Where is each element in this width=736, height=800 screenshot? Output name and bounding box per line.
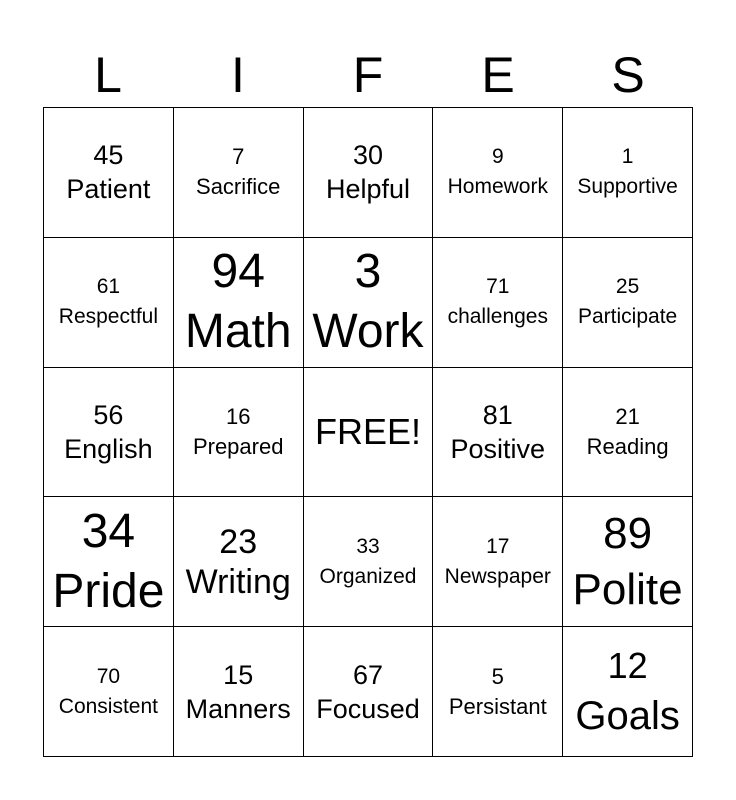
free-space-label: FREE! (314, 410, 421, 452)
cell-word: Polite (572, 564, 683, 614)
cell-number: 33 (356, 534, 380, 558)
cell-number: 45 (93, 140, 124, 171)
cell-word: Math (184, 305, 292, 359)
bingo-header (43, 44, 693, 106)
cell-number: 3 (354, 245, 382, 299)
cell-number: 70 (96, 664, 121, 688)
cell-word: Respectful (58, 305, 158, 329)
bingo-cell[interactable] (304, 108, 434, 238)
cell-word: Pride (52, 564, 165, 618)
bingo-cell[interactable] (563, 368, 693, 498)
cell-number: 9 (491, 145, 504, 169)
bingo-cell[interactable] (433, 627, 563, 757)
header-letter-e: E (481, 47, 515, 103)
cell-word: Reading (586, 433, 669, 459)
cell-number: 1 (621, 145, 634, 169)
bingo-board (43, 107, 693, 757)
bingo-cell[interactable] (44, 497, 174, 627)
bingo-cell[interactable] (563, 238, 693, 368)
cell-number: 34 (81, 504, 136, 558)
cell-word: Writing (185, 562, 291, 601)
cell-word: Homework (447, 175, 548, 199)
cell-number: 89 (603, 508, 653, 558)
cell-number: 21 (615, 403, 640, 429)
cell-word: challenges (447, 305, 548, 329)
cell-word: Helpful (325, 174, 411, 205)
bingo-cell[interactable] (304, 497, 434, 627)
bingo-cell[interactable] (44, 627, 174, 757)
bingo-cell[interactable] (563, 497, 693, 627)
cell-number: 56 (93, 399, 124, 430)
bingo-cell[interactable] (433, 108, 563, 238)
cell-word: Work (312, 305, 424, 359)
bingo-cell[interactable] (44, 368, 174, 498)
bingo-cell[interactable] (433, 497, 563, 627)
cell-number: 12 (607, 644, 648, 686)
bingo-cell[interactable] (174, 108, 304, 238)
cell-number: 30 (352, 140, 384, 171)
cell-number: 94 (211, 245, 265, 299)
bingo-cell[interactable] (174, 368, 304, 498)
bingo-cell[interactable] (563, 627, 693, 757)
cell-word: Supportive (577, 175, 678, 199)
bingo-cell[interactable] (304, 627, 434, 757)
cell-word: Manners (185, 693, 291, 724)
cell-word: Persistant (448, 693, 547, 719)
cell-number: 17 (486, 534, 510, 558)
cell-number: 67 (352, 659, 384, 690)
cell-number: 15 (223, 659, 254, 690)
cell-word: Participate (577, 305, 678, 329)
cell-word: Positive (450, 433, 546, 464)
cell-word: Consistent (58, 694, 158, 718)
bingo-cell[interactable] (174, 497, 304, 627)
bingo-cell[interactable] (433, 238, 563, 368)
bingo-cell[interactable] (44, 108, 174, 238)
cell-word: Prepared (192, 433, 284, 459)
cell-word: English (64, 433, 153, 464)
cell-word: Goals (575, 693, 680, 738)
cell-word: Organized (319, 564, 417, 588)
cell-number: 81 (482, 399, 513, 430)
bingo-cell[interactable] (433, 368, 563, 498)
cell-word: Sacrifice (196, 174, 281, 200)
bingo-cell[interactable] (174, 238, 304, 368)
bingo-cell[interactable] (563, 108, 693, 238)
cell-number: 23 (219, 522, 258, 561)
header-letter-i: I (231, 47, 245, 103)
bingo-cell[interactable] (44, 238, 174, 368)
cell-word: Patient (66, 174, 151, 205)
cell-word: Newspaper (444, 564, 551, 588)
cell-word: Focused (316, 693, 420, 724)
cell-number: 5 (491, 663, 504, 689)
header-letter-f: F (352, 47, 384, 103)
header-letter-l: L (94, 47, 122, 103)
bingo-cell[interactable] (304, 238, 434, 368)
cell-number: 16 (225, 403, 251, 429)
header-letter-s: S (611, 47, 645, 103)
cell-number: 71 (486, 275, 510, 299)
bingo-cell[interactable] (174, 627, 304, 757)
cell-number: 61 (96, 275, 121, 299)
cell-number: 7 (232, 144, 245, 170)
cell-number: 25 (615, 275, 640, 299)
free-space-cell[interactable] (304, 368, 434, 498)
